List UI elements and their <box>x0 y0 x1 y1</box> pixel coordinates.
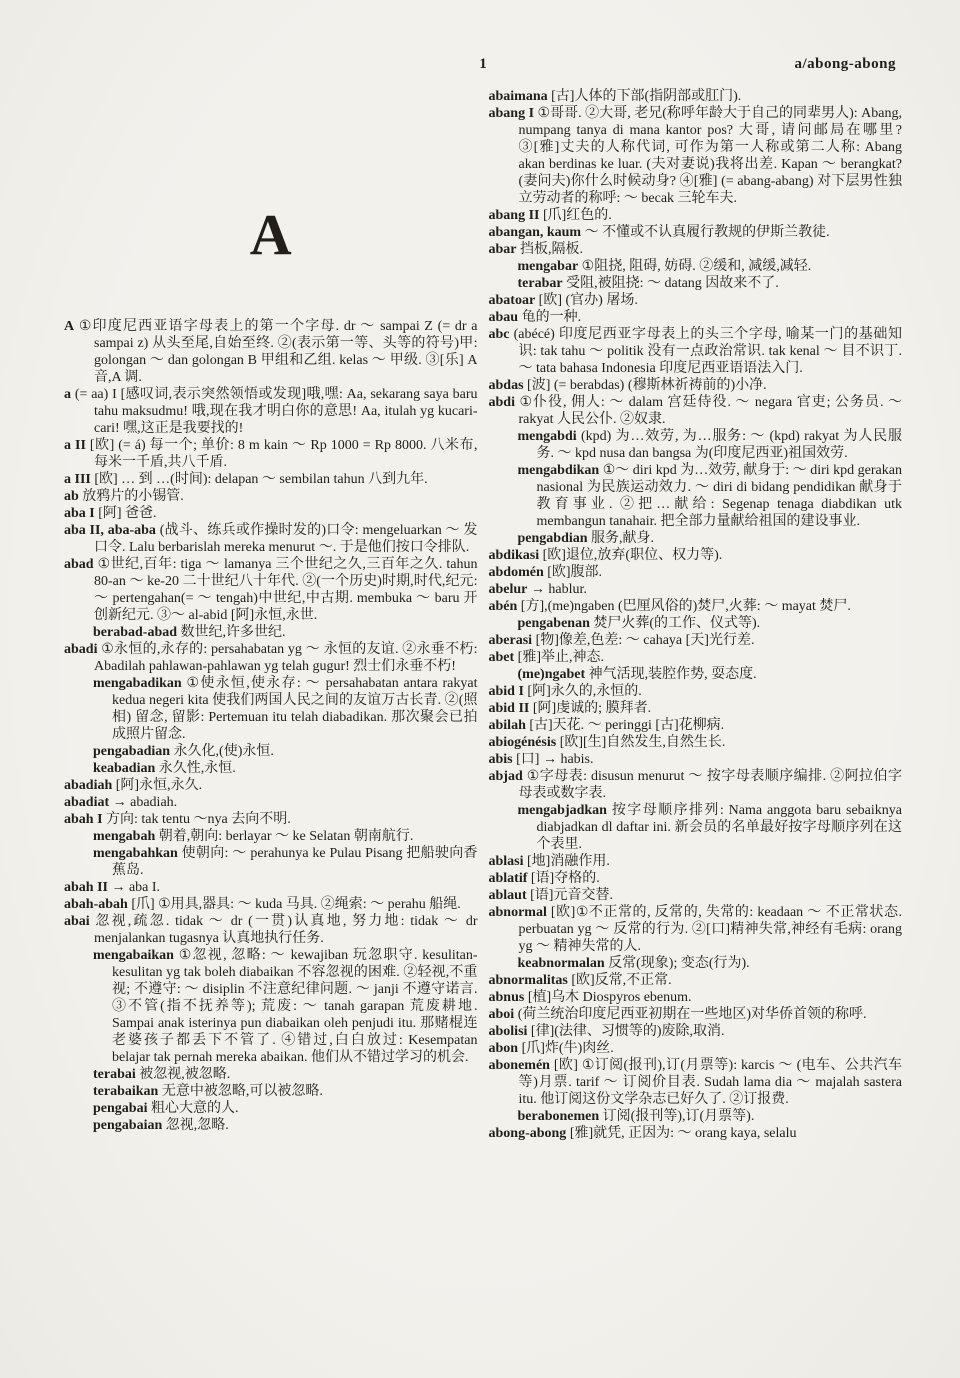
derived-entry: terabar 受阻,被阻挠: ～ datang 因故来不了. <box>517 276 779 291</box>
headword: pengabenan <box>517 616 590 631</box>
headword: abaimana <box>488 89 548 104</box>
derived-entry: keabadian 永久性,永恒. <box>93 761 236 776</box>
headword: abnus <box>488 990 525 1005</box>
headword: terabar <box>517 276 563 291</box>
headword-entry: abdi ①仆役, 佣人: ～ dalam 宫廷侍役. ～ negara 官吏; 公务员. ～ rakyat 人民公仆. ②奴隶. <box>488 395 902 427</box>
headword: keabnormalan <box>517 956 605 971</box>
headword: abang II <box>488 208 540 223</box>
headword-entry: abong-abong [雅]就凭, 正因为: ～ orang kaya, selalu <box>488 1126 797 1141</box>
headword: pengabadian <box>93 744 171 759</box>
section-letter: A <box>249 202 292 267</box>
derived-entry: mengabdi (kpd) 为…效劳, 为…服务: ～ (kpd) rakyat 为人民服务. ～ kpd nusa dan bangsa 为(印度尼西亚)祖国效劳. <box>517 429 902 461</box>
derived-entry: berabad-abad 数世纪,许多世纪. <box>93 625 286 640</box>
headword: abang I <box>488 106 535 121</box>
headword: mengabahkan <box>93 846 178 861</box>
derived-entry: pengabdian 服务,献身. <box>517 531 655 546</box>
derived-entry: mengabaikan ①忽视, 忽略: ～ kewajiban 玩忽职守. kesulitan-kesulitan yg tak boleh diabaikan 不容忽视的困难. ②轻视,不重视; 不遵守: ～ disiplin 不注意纪律问题. ～ janji 不遵守诺言. ③不管(指不抚养等); 荒废: ～ tanah garapan 荒废耕地. Sampai anak isterinya pun diabaikan oleh penjudi itu. 那赌棍连老婆孩子都丢下不管了. ④错过,白白放过: Kesempatan belajar tak pernah mereka abaikan. 他们从不错过学习的机会. <box>93 948 478 1065</box>
headword-entry: abar 挡板,隔板. <box>488 242 583 257</box>
headword-entry: abdas [波] (= berabdas) (穆斯林祈祷前的)小净. <box>488 378 767 393</box>
headword: abet <box>488 650 515 665</box>
headword: abjad <box>488 769 523 784</box>
headword: mengabar <box>517 259 579 274</box>
headword-entry: aberasi [物]像差,色差: ～ cahaya [天]光行差. <box>488 633 755 648</box>
headword-entry: abdomén [欧]腹部. <box>488 565 603 580</box>
derived-entry: pengabadian 永久化,(使)永恒. <box>93 744 274 759</box>
derived-entry: terabai 被忽视,被忽略. <box>93 1067 231 1082</box>
headword: ablaut <box>488 888 527 903</box>
headword-entry: abis [口] → habis. <box>488 752 594 767</box>
headword-entry: abang I ①哥哥. ②大哥, 老兄(称呼年龄大于自己的同辈男人): Abang, numpang tanya di mana kantor pos? 大哥, 请问邮局在哪里? ③[雅]丈夫的人称代词, 可作为第一人称或第二人称: Abang akan berdinas ke luar. (夫对妻说)我将出差. Kapan ～ berangkat? (妻问夫)你什么时候动身? ④[雅] (= abang-abang) 对下层男性独立劳动者的称呼: ～ becak 三轮车夫. <box>488 106 902 206</box>
headword: abon <box>488 1041 519 1056</box>
headword: pengabai <box>93 1101 148 1116</box>
headword: abén <box>488 599 518 614</box>
headword: terabaikan <box>93 1084 159 1099</box>
headword-entry: abaimana [古]人体的下部(指阴部或肛门). <box>488 89 742 104</box>
headword: abad <box>64 557 94 572</box>
headword: mengabdi <box>517 429 577 444</box>
two-column-body <box>64 88 902 1142</box>
headword: abangan, kaum <box>488 225 582 240</box>
headword-entry: aboi (荷兰统治印度尼西亚初期在一些地区)对华侨首领的称呼. <box>488 1007 867 1022</box>
headword: abdi <box>488 395 515 410</box>
headword: abnormalitas <box>488 973 568 988</box>
headword-entry: abid I [阿]永久的,永恒的. <box>488 684 642 699</box>
headword-entry: abid II [阿]虔诚的; 膜拜者. <box>488 701 652 716</box>
headword-entry: abc (abécé) 印度尼西亚字母表上的头三个字母, 喻某一门的基础知识: tak tahu ～ politik 没有一点政治常识. tak kenal ～ 目不识丁. ～ tata bahasa Indonesia 印度尼西亚语语法入门. <box>488 327 902 376</box>
headword-entry: abnus [植]乌木 Diospyros ebenum. <box>488 990 692 1005</box>
derived-entry: mengabahkan 使朝向: ～ perahunya ke Pulau Pisang 把船驶向香蕉岛. <box>93 846 478 878</box>
headword: abonemén <box>488 1058 550 1073</box>
headword: abai <box>64 914 90 929</box>
headword-entry: aba II, aba-aba (战斗、练兵或作操时发的)口令: mengeluarkan ～ 发口令. Lalu berbarislah mereka menurut ～. 于是他们按口令排队. <box>64 523 478 555</box>
headword-entry: abang II [爪]红色的. <box>488 208 612 223</box>
right-column <box>489 88 903 1142</box>
headword: abelur <box>488 582 528 597</box>
derived-entry: mengabah 朝着,朝向: berlayar ～ ke Selatan 朝南航行. <box>93 829 414 844</box>
headword-entry: abdikasi [欧]退位,放弃(职位、权力等). <box>488 548 723 563</box>
headword: abong-abong <box>488 1126 567 1141</box>
headword-entry: ablaut [语]元音交替. <box>488 888 613 903</box>
headword: a III <box>64 472 91 487</box>
headword: abatoar <box>488 293 536 308</box>
headword: abau <box>488 310 519 325</box>
headword-entry: ablasi [地]消融作用. <box>488 854 610 869</box>
headword: mengabjadkan <box>517 803 607 818</box>
headword-entry: abnormal [欧]①不正常的, 反常的, 失常的: keadaan ～ 不正常状态. perbuatan yg ～ 反常的行为. ②[口]精神失常,神经有毛病: orang yg ～ 精神失常的人. <box>488 905 902 954</box>
headword: aba II, aba-aba <box>64 523 156 538</box>
headword: abah II <box>64 880 108 895</box>
page-header <box>64 56 902 78</box>
headword-entry: abiogénésis [欧][生]自然发生,自然生长. <box>488 735 726 750</box>
headword-entry: abelur → hablur. <box>488 582 587 597</box>
headword: a II <box>64 438 86 453</box>
headword: a <box>64 387 71 402</box>
headword-entry: ablatif [语]夺格的. <box>488 871 600 886</box>
derived-entry: pengabaian 忽视,忽略. <box>93 1118 229 1133</box>
headword: mengabadikan <box>93 676 182 691</box>
headword-entry: abah I 方向: tak tentu ～nya 去向不明. <box>64 812 291 827</box>
page-number: 1 <box>479 56 487 72</box>
derived-entry: (me)ngabet 神气活现,装腔作势, 耍态度. <box>517 667 757 682</box>
headword: abid I <box>488 684 524 699</box>
headword-entry: abnormalitas [欧]反常,不正常. <box>488 973 672 988</box>
headword: mengabah <box>93 829 156 844</box>
headword: abolisi <box>488 1024 528 1039</box>
headword: pengabdian <box>517 531 588 546</box>
headword: abadiah <box>64 778 113 793</box>
headword-entry: a II [欧] (= á) 每一个; 单价: 8 m kain ～ Rp 1000 = Rp 8000. 八米布,每米一千盾,共八千盾. <box>64 438 478 470</box>
headword: terabai <box>93 1067 136 1082</box>
headword: abar <box>488 242 517 257</box>
derived-entry: mengabadikan ①使永恒,使永存: ～ persahabatan antara rakyat kedua negeri kita 使我们两国人民之间的友谊万古长青. ②(照相) 留念, 留影: Pertemuan itu telah diabadikan. 那次聚会已拍成照片留念. <box>93 676 478 742</box>
derived-entry: keabnormalan 反常(现象); 变态(行为). <box>517 956 750 971</box>
headword: berabonemen <box>517 1109 600 1124</box>
left-column <box>64 88 478 1134</box>
headword: A <box>64 319 75 334</box>
headword-entry: ab 放鸦片的小锡管. <box>64 489 184 504</box>
guide-words: a/abong-abong <box>794 56 896 72</box>
headword-entry: aba I [阿] 爸爸. <box>64 506 157 521</box>
headword-entry: abjad ①字母表: disusun menurut ～ 按字母表顺序编排. ②阿拉伯字母表或数字表. <box>488 769 902 801</box>
headword: (me)ngabet <box>517 667 586 682</box>
headword: pengabaian <box>93 1118 163 1133</box>
headword-entry: abolisi [律](法律、习惯等的)废除,取消. <box>488 1024 725 1039</box>
headword: abadi <box>64 642 98 657</box>
headword: abc <box>488 327 510 342</box>
derived-entry: mengabjadkan 按字母顺序排列: Nama anggota baru sebaiknya diabjadkan dl daftar ini. 新会员的名单最好按字母顺序列在这个表里. <box>517 803 902 852</box>
headword: abis <box>488 752 513 767</box>
headword: abah-abah <box>64 897 128 912</box>
headword: abilah <box>488 718 526 733</box>
headword: abdas <box>488 378 524 393</box>
headword-entry: abai 忽视,疏忽. tidak ～ dr (一贯)认真地, 努力地: tidak ～ dr menjalankan tugasnya 认真地执行任务. <box>64 914 478 946</box>
headword-entry: abilah [古]天花. ～ peringgi [古]花柳病. <box>488 718 725 733</box>
headword-entry: abadiah [阿]永恒,永久. <box>64 778 203 793</box>
headword: aberasi <box>488 633 533 648</box>
headword: mengabaikan <box>93 948 174 963</box>
headword: abid II <box>488 701 530 716</box>
headword-entry: abau 龟的一种. <box>488 310 582 325</box>
headword: abdomén <box>488 565 544 580</box>
derived-entry: mengabdikan ①～ diri kpd 为…效劳, 献身于: ～ diri kpd gerakan nasional 为民族运动效力. ～ diri di bidang pendidikan 献身于教育事业. ②把…献给: Segenap tenaga diabdikan utk membangun tanahair. 把全部力量献给祖国的建设事业. <box>517 463 902 529</box>
headword: aba I <box>64 506 95 521</box>
headword-entry: a (= aa) I [感叹词,表示突然领悟或发现]哦,嘿: Aa, sekarang saya baru tahu maksudmu! 哦,现在我才明白你的意思! Aa, itulah yg kucari-cari! 嘿,这正是我要找的! <box>64 387 478 436</box>
headword: ab <box>64 489 79 504</box>
headword: abnormal <box>488 905 547 920</box>
headword-entry: A ①印度尼西亚语字母表上的第一个字母. dr ～ sampai Z (= dr a sampai z) 从头至尾,自始至终. ②(表示第一等、头等的符号)甲: golongan ～ dan golongan B 甲组和乙组. kelas ～ 甲级. ③[乐] A 音,A 调. <box>64 319 478 385</box>
headword-entry: abon [爪]炸(牛)肉丝. <box>488 1041 614 1056</box>
headword-entry: abah-abah [爪] ①用具,器具: ～ kuda 马具. ②绳索: ～ perahu 船绳. <box>64 897 461 912</box>
derived-entry: pengabai 粗心大意的人. <box>93 1101 239 1116</box>
headword-entry: abadiat → abadiah. <box>64 795 178 810</box>
headword: abadiat <box>64 795 110 810</box>
headword-entry: abadi ①永恒的,永存的: persahabatan yg ～ 永恒的友谊. ②永垂不朽: Abadilah pahlawan-pahlawan yg telah gugur! 烈士们永垂不朽! <box>64 642 478 674</box>
headword: berabad-abad <box>93 625 178 640</box>
derived-entry: berabonemen 订阅(报刊等),订(月票等). <box>517 1109 755 1124</box>
derived-entry: pengabenan 焚尸火葬(的工作、仪式等). <box>517 616 761 631</box>
headword-entry: abonemén [欧] ①订阅(报刊),订(月票等): karcis ～ (电车、公共汽车等)月票. tarif ～ 订阅价目表. Sudah lama dia ～ majalah sastera itu. 他订阅这份文学杂志已好久了. ②订报费. <box>488 1058 902 1107</box>
headword: mengabdikan <box>517 463 600 478</box>
headword: abdikasi <box>488 548 540 563</box>
headword-entry: abad ①世纪,百年: tiga ～ lamanya 三个世纪之久,三百年之久. tahun 80-an ～ ke-20 二十世纪八十年代. ②(一个历史)时期,时代,纪元: ～ pertengahan(= ～ tengah)中世纪,中古期. membuka ～ baru 开创新纪元. ③～ al-abid [阿]永恒,永世. <box>64 557 478 623</box>
headword: abah I <box>64 812 103 827</box>
headword-entry: abén [方],(me)ngaben (巴厘风俗的)焚尸,火葬: ～ mayat 焚尸. <box>488 599 851 614</box>
headword: abiogénésis <box>488 735 557 750</box>
headword: aboi <box>488 1007 515 1022</box>
derived-entry: terabaikan 无意中被忽略,可以被忽略. <box>93 1084 323 1099</box>
headword-entry: abet [雅]举止,神态. <box>488 650 604 665</box>
headword-entry: abah II → aba I. <box>64 880 161 895</box>
derived-entry: mengabar ①阻挠, 阻碍, 妨碍. ②缓和, 减缓,减轻. <box>517 259 812 274</box>
headword-entry: abangan, kaum ～ 不懂或不认真履行教规的伊斯兰教徒. <box>488 225 830 240</box>
headword: ablatif <box>488 871 528 886</box>
headword-entry: abatoar [欧] (官办) 屠场. <box>488 293 638 308</box>
headword: ablasi <box>488 854 524 869</box>
headword: keabadian <box>93 761 156 776</box>
headword-entry: a III [欧] … 到 …(时间): delapan ～ sembilan tahun 八到九年. <box>64 472 428 487</box>
